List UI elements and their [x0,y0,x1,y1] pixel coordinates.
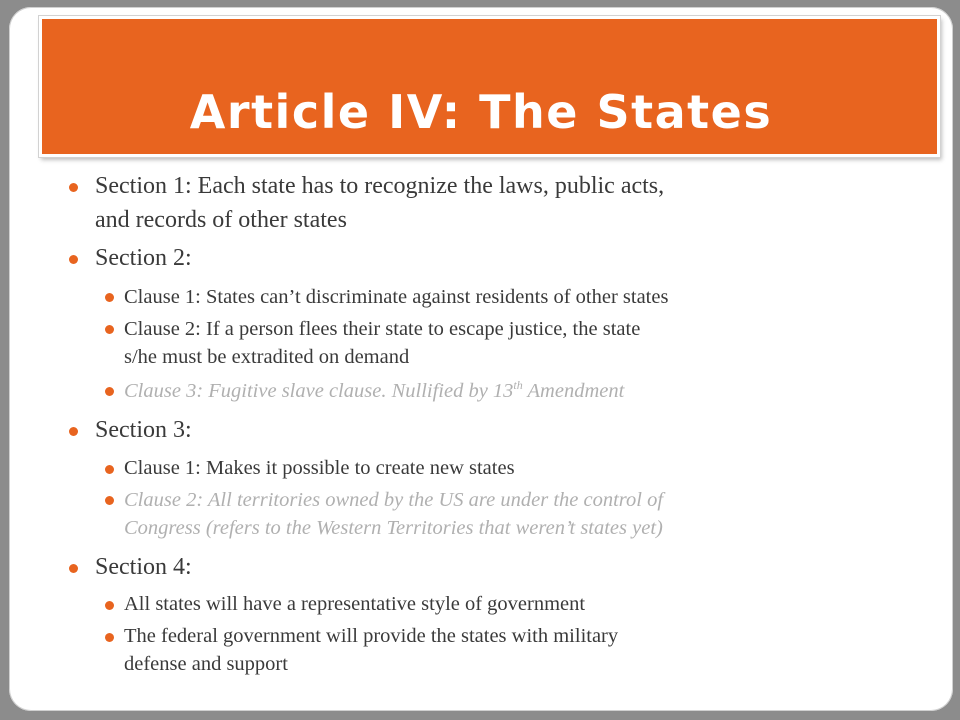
bullet-icon [69,255,78,264]
section-4-heading: Section 4: [95,554,192,580]
bullet-icon [105,496,114,505]
slide-title: Article IV: The States [189,85,773,139]
bullet-icon [105,633,114,642]
section-3-clause-1: Clause 1: Makes it possible to create new states [124,457,515,479]
section-2-clause-1: Clause 1: States can’t discriminate against residents of other states [124,286,669,308]
section-1-line-1: Section 1: Each state has to recognize the laws, public acts, [95,173,665,199]
bullet-icon [105,293,114,302]
bullet-icon [105,387,114,396]
superscript: th [513,378,523,392]
bullet-icon [105,601,114,610]
section-4-item-2-line-2: defense and support [124,653,288,675]
bullet-icon [69,427,78,436]
section-2-clause-3: Clause 3: Fugitive slave clause. Nullified by 13th Amendment [124,378,625,402]
section-4-item-2-line-1: The federal government will provide the states with military [124,625,619,647]
section-1-line-2: and records of other states [95,207,347,233]
bullet-icon [69,564,78,573]
section-2-heading: Section 2: [95,245,192,271]
bullet-icon [69,183,78,192]
section-3-heading: Section 3: [95,417,192,443]
section-2-clause-2-line-2: s/he must be extradited on demand [124,346,410,368]
section-4-item-1: All states will have a representative style of government [124,593,586,615]
section-2-clause-2-line-1: Clause 2: If a person flees their state to escape justice, the state [124,318,641,340]
section-3-clause-2-line-2: Congress (refers to the Western Territories that weren’t states yet) [124,517,663,539]
bullet-icon [105,325,114,334]
bullet-icon [105,465,114,474]
section-3-clause-2-line-1: Clause 2: All territories owned by the US are under the control of [124,489,664,511]
